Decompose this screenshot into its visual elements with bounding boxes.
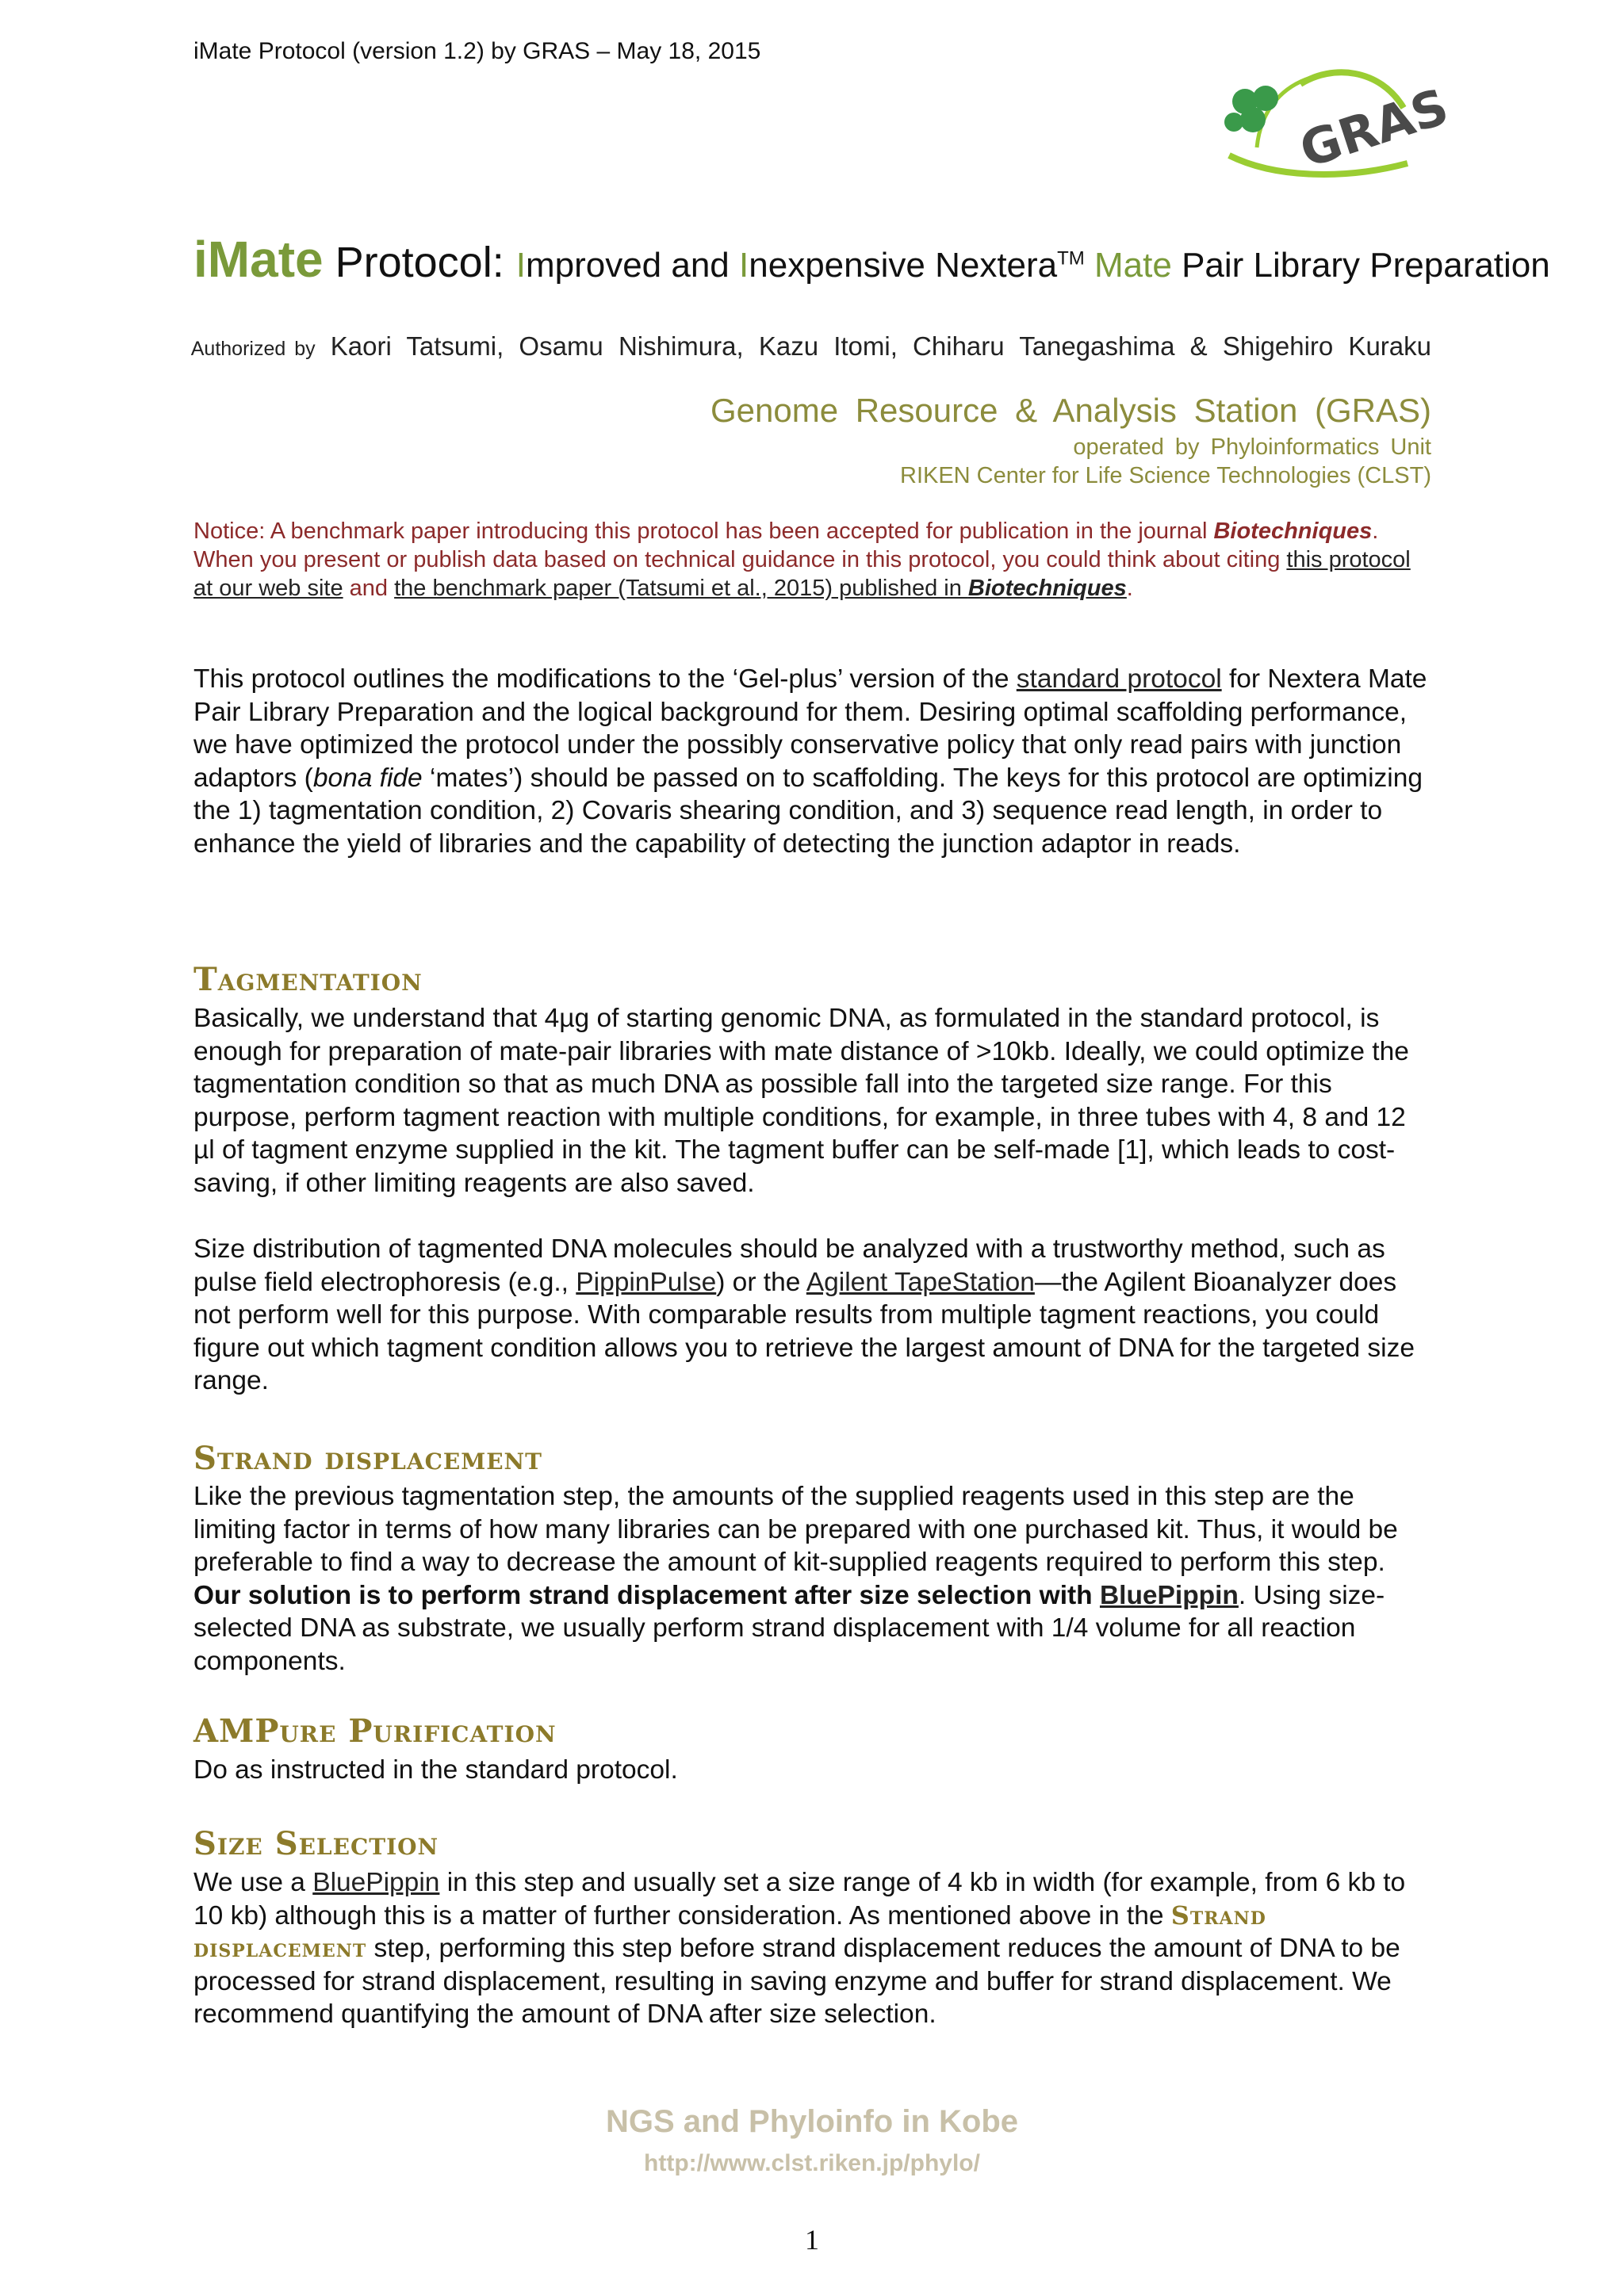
org-name: Genome Resource & Analysis Station (GRAS): [710, 392, 1431, 429]
size-selection-paragraph: [193, 1866, 1431, 2031]
heading-size-selection: Size Selection: [193, 1825, 439, 1862]
tagmentation-paragraph-1: Basically, we understand that 4µg of starting genomic DNA, as formulated in the standard protocol, is enough for preparation of mate-pair libraries with mate distance of >10kb. Ideally, we could optimize the tagmentation condition so that as much DNA as possible fall into the targeted size range. For this purpose, perform tagment reaction with multiple conditions, for example, in three tubes with 4, 8 and 12 µl of tagment enzyme supplied in the kit. The tagment buffer can be self-made [1], which leads to cost-saving, if other limiting reagents are also saved.: [193, 1004, 1409, 1198]
authors: [191, 331, 1431, 362]
intro-italic: bona fide: [312, 763, 423, 793]
notice-journal: Biotechniques: [1213, 519, 1373, 544]
footer-brand: NGS and Phyloinfo in Kobe: [606, 2104, 1018, 2139]
title-space: [1085, 246, 1094, 285]
size-text-3: step, performing this step before strand displacement reduces the amount of DNA to be processed for strand displacement, resulting in saving enzyme and buffer for strand displacement. We recommend quantifying the amount of DNA after size selection.: [193, 1934, 1400, 2029]
organization-block: [710, 388, 1431, 490]
strand-displacement-reference: Strand displacement: [193, 1900, 1266, 1963]
intro-paragraph: [193, 663, 1431, 860]
notice-text-3: and: [343, 576, 395, 601]
tagmentation-p2-text-3: —the Agilent Bioanalyzer does not perform well for this purpose. With comparable results from multiple tagment reactions, you could figure out which tagment condition allows you to retrieve the largest amount of DNA for the targeted size range.: [193, 1267, 1415, 1395]
size-text-2: in this step and usually set a size range of 4 kb in width (for example, from 6 kb to 10 kb) although this is a matter of further consideration. As mentioned above in the: [193, 1868, 1406, 1931]
gras-logo: [1213, 60, 1456, 187]
running-header: iMate Protocol (version 1.2) by GRAS – May 18, 2015: [193, 38, 761, 64]
tagmentation-paragraph-2: [193, 1233, 1431, 1398]
notice: [193, 517, 1431, 603]
notice-text-2: . When you present or publish data based on technical guidance in this protocol, you could think about citing: [193, 519, 1379, 572]
title-tm: TM: [1057, 247, 1085, 270]
benchmark-paper-link-text: the benchmark paper (Tatsumi et al., 2015) published in: [394, 576, 968, 601]
title-initial-i1: I: [515, 246, 526, 285]
tagmentation-p2-text-2: ) or the: [716, 1267, 806, 1297]
authors-lead: Authorized by: [190, 338, 316, 360]
strand-bold-text: Our solution is to perform strand displacement after size selection with: [193, 1580, 1100, 1610]
title-imate: iMate: [193, 231, 324, 288]
strand-text-1: Like the previous tagmentation step, the amounts of the supplied reagents used in this step are the limiting factor in terms of how many libraries can be prepared with one purchased kit. Thus, it would be preferable to find a way to decrease the amount of kit-supplied reagents required to perform this step.: [193, 1482, 1398, 1577]
pippinpulse-link[interactable]: PippinPulse: [576, 1267, 717, 1297]
notice-text-1: Notice: A benchmark paper introducing this protocol has been accepted for publication in the journal: [193, 519, 1214, 544]
intro-text-2: for Nextera Mate Pair Library Preparation and the logical background for them. Desiring optimal scaffolding performance, we have optimized the protocol under the possibly conservative policy that only read pairs with junction adaptors (: [193, 664, 1427, 793]
title-colon: :: [492, 239, 516, 286]
title-initial-i2: I: [739, 246, 749, 285]
protocol-website-link[interactable]: this protocol at our web site: [193, 547, 1411, 601]
bluepippin-link-bold[interactable]: BluePippin: [1099, 1580, 1239, 1610]
intro-text-1: This protocol outlines the modifications to the ‘Gel-plus’ version of the: [193, 664, 1017, 694]
strand-displacement-paragraph: [193, 1480, 1431, 1678]
footer-url[interactable]: http://www.clst.riken.jp/phylo/: [644, 2150, 980, 2176]
intro-text-3: ‘mates’) should be passed on to scaffolding. The keys for this protocol are optimizing the 1) tagmentation condition, 2) Covaris shearing condition, and 3) sequence read length, in order to enhance the yield of libraries and the capability of detecting the junction adaptor in reads.: [193, 763, 1423, 859]
title-mate: Mate: [1094, 246, 1172, 285]
gras-logo-text: GRAS: [1293, 77, 1456, 179]
tagmentation-p2-text-1: Size distribution of tagmented DNA molecules should be analyzed with a trustworthy method, such as pulse field electrophoresis (e.g.,: [193, 1234, 1385, 1297]
benchmark-paper-journal: Biotechniques: [967, 576, 1127, 601]
page-number: 1: [805, 2224, 819, 2256]
agilent-tapestation-link[interactable]: Agilent TapeStation: [806, 1267, 1035, 1297]
title-word-nextera: nexpensive Nextera: [749, 246, 1058, 285]
authors-names: Kaori Tatsumi, Osamu Nishimura, Kazu Itomi, Chiharu Tanegashima & Shigehiro Kuraku: [330, 331, 1431, 361]
standard-protocol-link[interactable]: standard protocol: [1016, 664, 1222, 694]
size-text-1: We use a: [193, 1868, 313, 1897]
notice-text-4: .: [1126, 576, 1133, 601]
title-rest: Pair Library Preparation: [1171, 246, 1550, 285]
bluepippin-link[interactable]: BluePippin: [312, 1868, 440, 1897]
page-title: [193, 230, 1550, 289]
heading-strand-displacement: Strand displacement: [193, 1440, 542, 1477]
title-protocol: Protocol: [323, 239, 492, 286]
org-center: RIKEN Center for Life Science Technologies (CLST): [900, 463, 1431, 488]
benchmark-paper-link[interactable]: [394, 576, 1127, 601]
strand-text-2: . Using size-selected DNA as substrate, we usually perform strand displacement with 1/4 volume for all reaction components.: [193, 1580, 1385, 1676]
heading-tagmentation: Tagmentation: [193, 961, 423, 998]
title-word-improved: mproved and: [525, 246, 740, 285]
ampure-paragraph: Do as instructed in the standard protocol.: [193, 1755, 678, 1785]
heading-ampure-purification: AMPure Purification: [193, 1712, 557, 1750]
org-unit: operated by Phyloinformatics Unit: [1073, 434, 1431, 460]
